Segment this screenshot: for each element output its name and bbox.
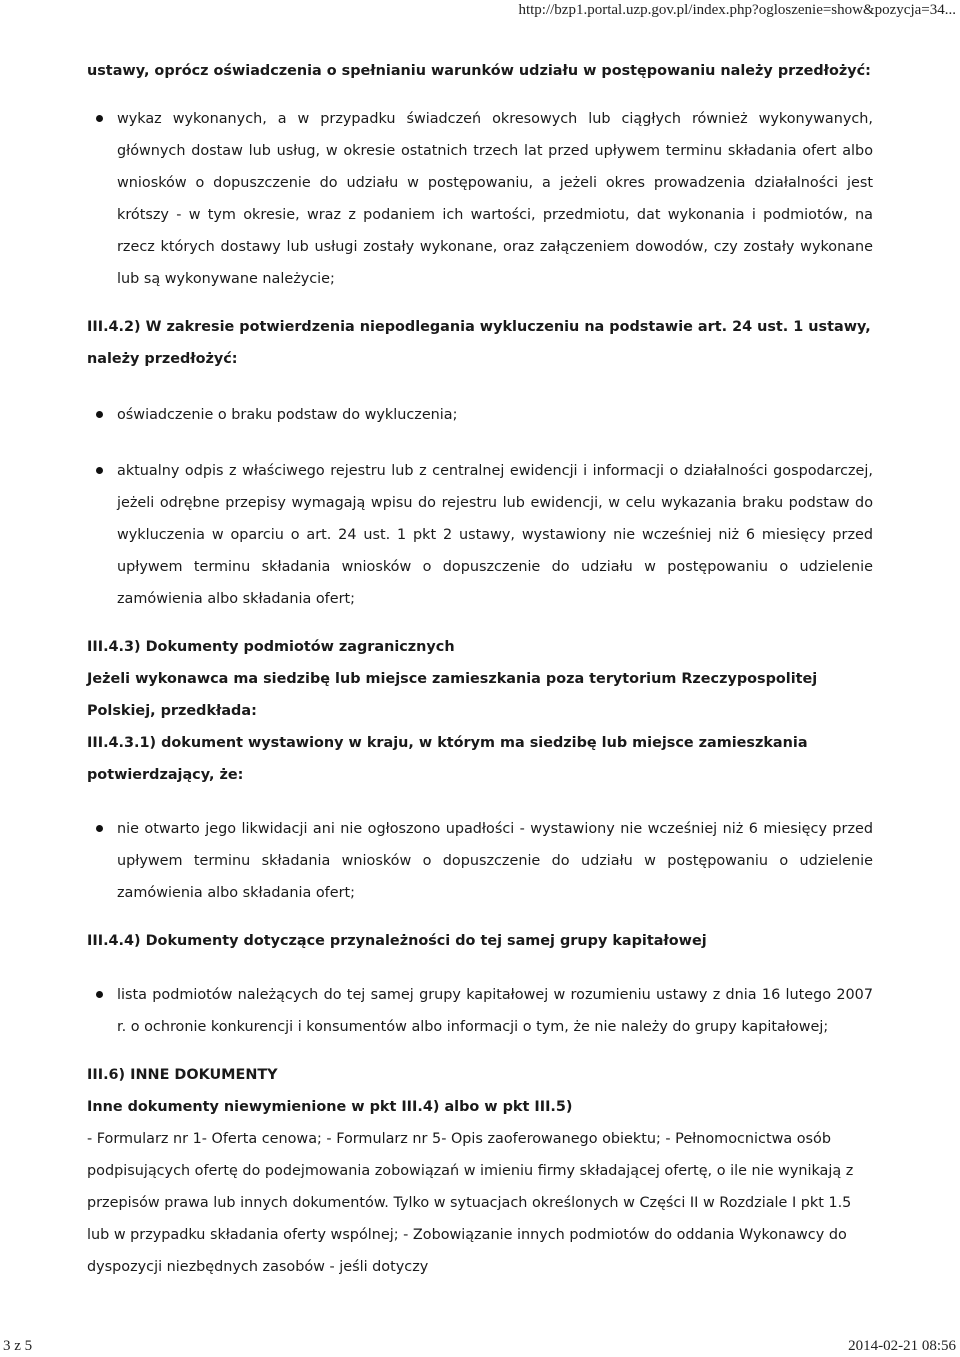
section-heading-iii-4-3: III.4.3) Dokumenty podmiotów zagranicznych <box>87 639 455 655</box>
list-item: aktualny odpis z właściwego rejestru lub z centralnej ewidencji i informacji o działalności gospodarczej, jeżeli odrębne przepisy wymagają wpisu do rejestru lub ewidencji, w celu wykazania braku podstaw do wykluczenia w oparciu o art. 24 ust. 1 pkt 2 ustawy, wystawiony nie wcześniej niż 6 miesięcy przed upływem terminu składania wniosków o dopuszczenie do udziału w postępowaniu o udzielenie zamówienia albo składania ofert; <box>87 455 873 615</box>
list-item: nie otwarto jego likwidacji ani nie ogłoszono upadłości - wystawiony nie wcześniej niż 6 miesięcy przed upływem terminu składania wniosków o dopuszczenie do udziału w postępowaniu o udzielenie zamówienia albo składania ofert; <box>87 813 873 909</box>
page-number: 3 z 5 <box>3 1338 33 1354</box>
section-heading-iii-6: III.6) INNE DOKUMENTY <box>87 1067 278 1083</box>
list-item: oświadczenie o braku podstaw do wykluczenia; <box>87 399 873 431</box>
list-item: wykaz wykonanych, a w przypadku świadczeń okresowych lub ciągłych również wykonywanych, głównych dostaw lub usług, w okresie ostatnich trzech lat przed upływem terminu składania ofert albo wniosków o dopuszczenie do udziału w postępowaniu, a jeżeli okres prowadzenia działalności jest krótszy - w tym okresie, wraz z podaniem ich wartości, przedmiotu, dat wykonania i podmiotów, na rzecz których dostawy lub usługi zostały wykonane, oraz załączeniem dowodów, czy zostały wykonane lub są wykonywane należycie; <box>87 103 873 295</box>
section-heading-iii-4-4: III.4.4) Dokumenty dotyczące przynależności do tej samej grupy kapitałowej <box>87 933 707 949</box>
list-item: lista podmiotów należących do tej samej grupy kapitałowej w rozumieniu ustawy z dnia 16 lutego 2007 r. o ochronie konkurencji i konsumentów albo informacji o tym, że nie należy do grupy kapitałowej; <box>87 979 873 1043</box>
section-heading-iii-4-2: III.4.2) W zakresie potwierdzenia niepodlegania wykluczeniu na podstawie art. 24 ust. 1 ustawy, należy przedłożyć: <box>87 319 871 367</box>
intro-paragraph: ustawy, oprócz oświadczenia o spełnianiu warunków udziału w postępowaniu należy przedłożyć: <box>87 63 871 79</box>
other-documents-heading: Inne dokumenty niewymienione w pkt III.4) albo w pkt III.5) <box>87 1099 573 1115</box>
page-url-header: http://bzp1.portal.uzp.gov.pl/index.php?ogloszenie=show&pozycja=34... <box>518 2 956 18</box>
other-documents-text: - Formularz nr 1- Oferta cenowa; - Formularz nr 5- Opis zaoferowanego obiektu; - Pełnomocnictwa osób podpisujących ofertę do podejmowania zobowiązań w imieniu firmy składającej ofertę, o ile nie wynikają z przepisów prawa lub innych dokumentów. Tylko w sytuacjach określonych w Części II w Rozdziale I pkt 1.5 lub w przypadku składania oferty wspólnej; - Zobowiązanie innych podmiotów do oddania Wykonawcy do dyspozycji niezbędnych zasobów - jeśli dotyczy <box>87 1131 854 1275</box>
foreign-entities-text: Jeżeli wykonawca ma siedzibę lub miejsce zamieszkania poza terytorium Rzeczypospolitej Polskiej, przedkłada: <box>87 671 818 719</box>
section-heading-iii-4-3-1: III.4.3.1) dokument wystawiony w kraju, w którym ma siedzibę lub miejsce zamieszkania potwierdzający, że: <box>87 735 808 783</box>
print-timestamp: 2014-02-21 08:56 <box>848 1338 956 1354</box>
document-body <box>87 55 873 1283</box>
